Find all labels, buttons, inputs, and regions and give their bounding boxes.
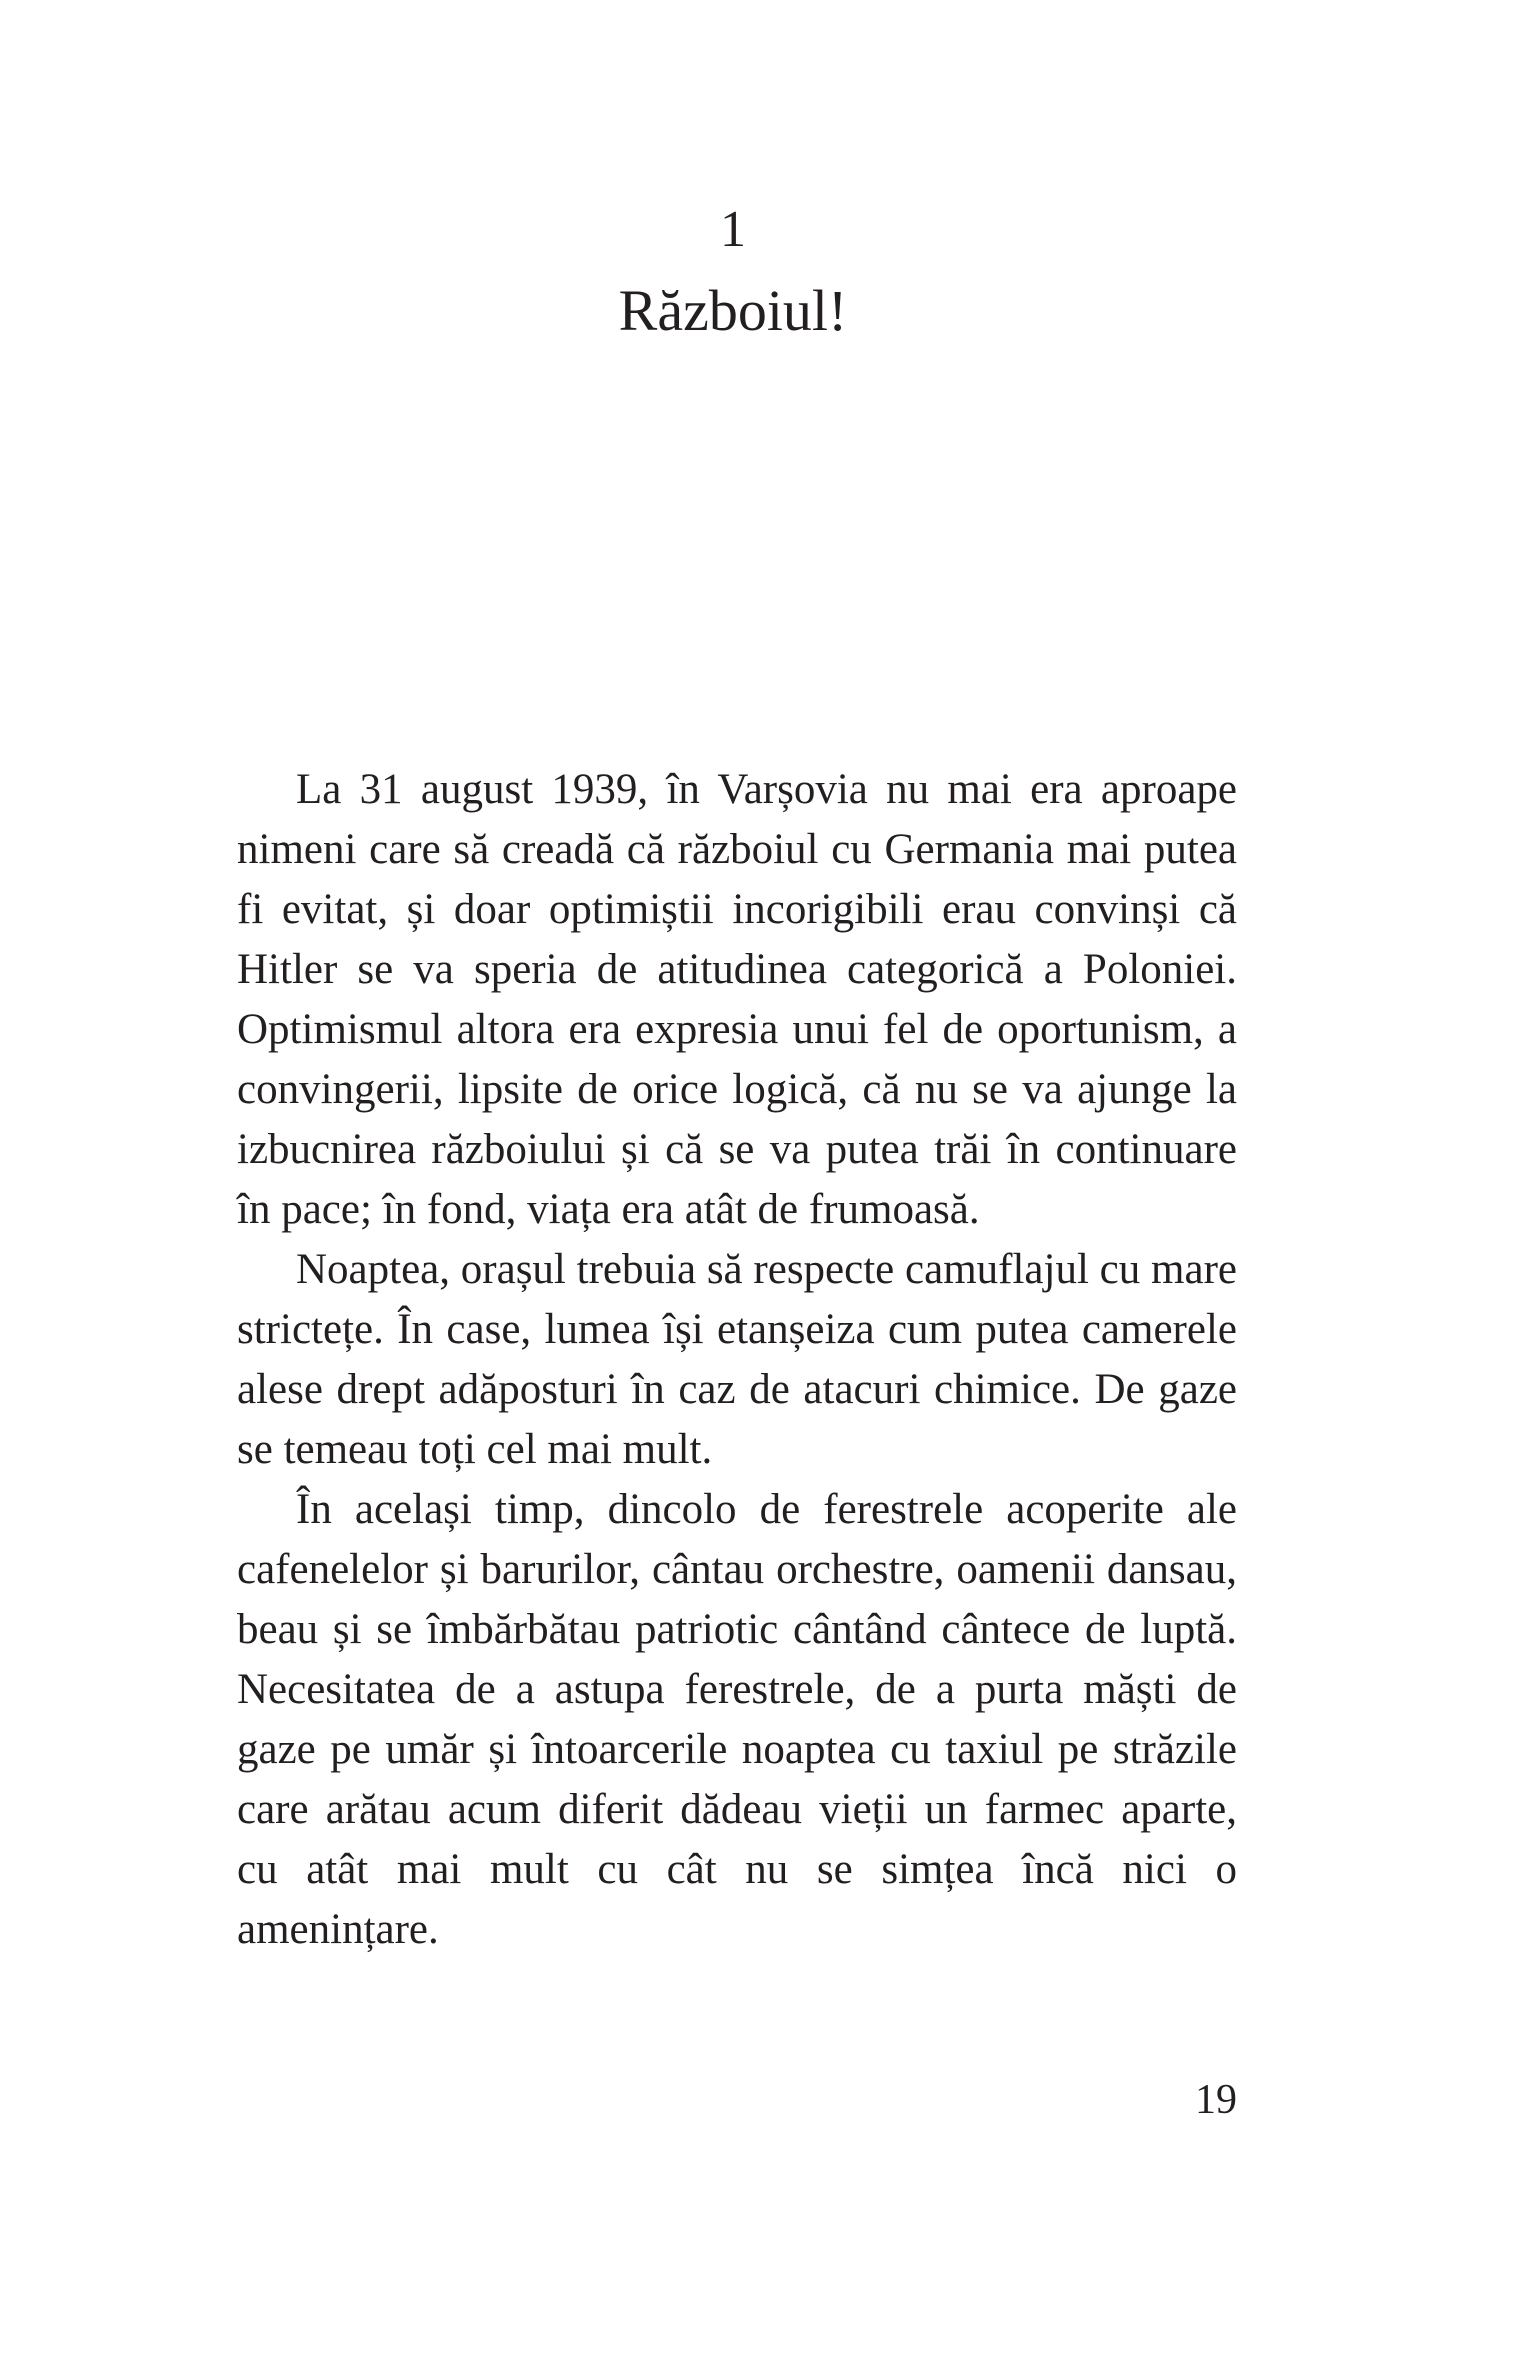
chapter-body bbox=[237, 760, 1237, 1960]
paragraph-1: La 31 august 1939, în Varșovia nu mai era aproape nimeni care să creadă că războiul cu Germania mai putea fi evitat, și doar optimiștii incorigibili erau convinși că Hitler se va speria de atitudinea categorică a Poloniei. Optimismul altora era expresia unui fel de oportunism, a convingerii, lipsite de orice logică, că nu se va ajunge la izbucnirea războiului și că se va putea trăi în continuare în pace; în fond, viața era atât de frumoasă. bbox=[237, 766, 1237, 1233]
chapter-number: 1 bbox=[720, 201, 746, 258]
page-number: 19 bbox=[1195, 2077, 1237, 2123]
paragraph-2: Noaptea, orașul trebuia să respecte camuflajul cu mare strictețe. În case, lumea își etanșeiza cum putea camerele alese drept adăposturi în caz de atacuri chimice. De gaze se temeau toți cel mai mult. bbox=[237, 1246, 1237, 1473]
chapter-title: Războiul! bbox=[618, 278, 848, 343]
paragraph-3: În același timp, dincolo de ferestrele acoperite ale cafenelelor și barurilor, cântau orchestre, oamenii dansau, beau și se îmbărbătau patriotic cântând cântece de luptă. Necesitatea de a astupa ferestrele, de a purta măști de gaze pe umăr și întoarcerile noaptea cu taxiul pe străzile care arătau acum diferit dădeau vieții un farmec aparte, cu atât mai mult cu cât nu se simțea încă nici o amenințare. bbox=[237, 1486, 1237, 1953]
